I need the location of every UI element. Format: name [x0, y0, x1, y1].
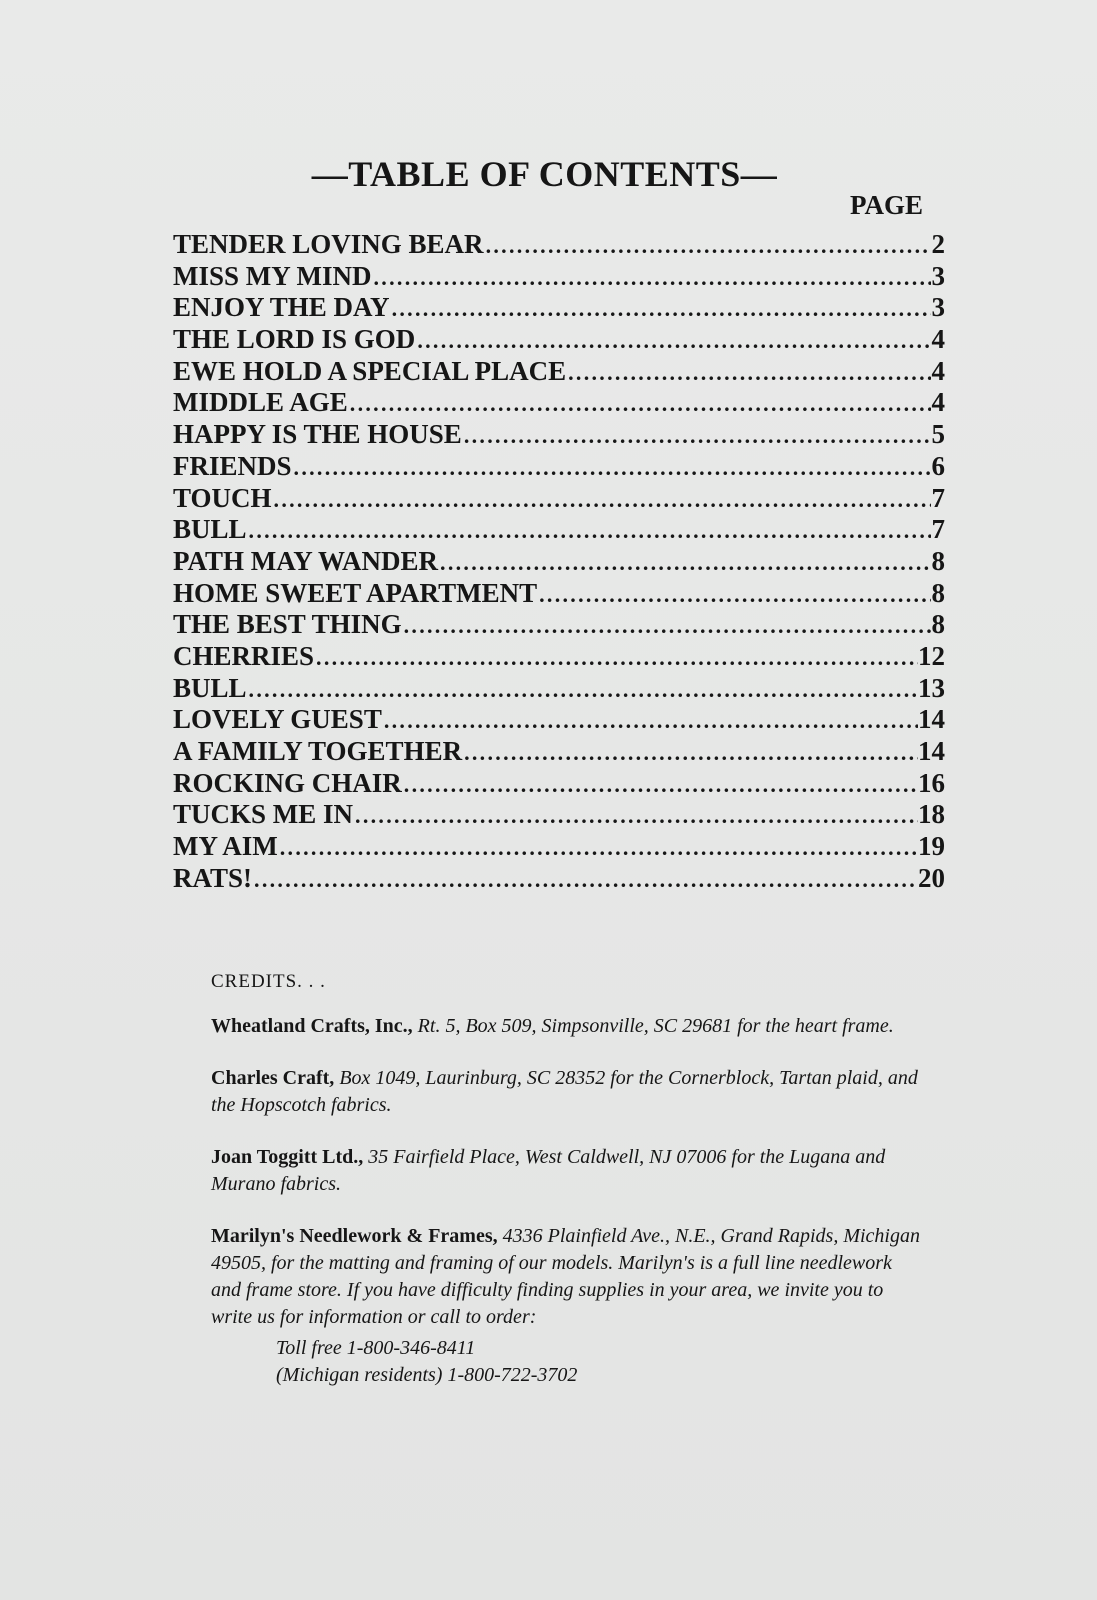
toc-list [173, 229, 945, 894]
toc-entry-title: RATS! [173, 862, 253, 893]
dot-leader [392, 293, 931, 325]
toc-entry-page: 8 [931, 545, 945, 576]
toc-entry [173, 261, 945, 293]
toc-entry [173, 863, 945, 895]
dot-leader [355, 800, 918, 832]
toc-entry [173, 229, 945, 261]
credit-name: Wheatland Crafts, Inc., [211, 1015, 413, 1037]
credit-name: Marilyn's Needlework & Frames, [211, 1225, 498, 1247]
toc-entry-page: 4 [931, 387, 945, 418]
phone-michigan: (Michigan residents) 1-800-722-3702 [276, 1364, 578, 1386]
toc-entry-title: BULL [173, 514, 247, 545]
toc-entry-title: TUCKS ME IN [173, 799, 354, 830]
toc-entry-page: 2 [931, 229, 945, 259]
toc-entry [173, 768, 945, 800]
toc-entry-page: 4 [931, 324, 945, 355]
toc-entry-page: 14 [918, 736, 945, 766]
toc-entry-title: CHERRIES [173, 640, 315, 671]
toc-entry-page: 8 [931, 577, 945, 608]
toc-entry-title: THE BEST THING [173, 609, 402, 640]
credit-detail: Rt. 5, Box 509, Simpsonville, SC 29681 for the heart frame. [417, 1015, 894, 1037]
dot-leader [350, 388, 931, 420]
toc-entry-title: MISS MY MIND [173, 260, 372, 291]
toc-entry [173, 451, 945, 483]
toc-entry-title: PATH MAY WANDER [173, 545, 439, 576]
dot-leader [249, 674, 918, 706]
credit-item [211, 1013, 921, 1040]
toc-entry [173, 419, 945, 451]
toc-entry-title: MY AIM [173, 831, 278, 862]
dot-leader [374, 262, 932, 294]
credit-item [211, 1144, 921, 1198]
dot-leader [486, 230, 931, 262]
dot-leader [404, 610, 931, 642]
toc-entry [173, 514, 945, 546]
toc-entry-page: 16 [918, 767, 945, 798]
toc-entry-page: 19 [918, 831, 945, 862]
dot-leader [417, 325, 931, 357]
toc-entry [173, 356, 945, 388]
toc-entry [173, 387, 945, 419]
credit-name: Charles Craft, [211, 1067, 335, 1089]
toc-entry-page: 14 [918, 704, 945, 735]
toc-entry-page: 18 [918, 799, 945, 830]
toc-entry-title: BULL [173, 672, 247, 703]
toc-entry-title: LOVELY GUEST [173, 704, 382, 735]
dot-leader [249, 515, 931, 547]
dot-leader [274, 484, 931, 516]
credit-name: Joan Toggitt Ltd., [211, 1146, 364, 1168]
toc-entry-title: HOME SWEET APARTMENT [173, 577, 538, 608]
dot-leader [440, 547, 931, 579]
toc-entry [173, 799, 945, 831]
credit-detail: 4336 Plainfield Ave., N.E., Grand Rapids, Michigan 49505, for the matting and framing of our models. Marilyn's is a full line needlework and frame store. If you have difficulty finding supplies in your area, we invite you to write us for information or call to order: [211, 1225, 920, 1328]
dot-leader [280, 832, 918, 864]
credit-item [211, 1065, 921, 1119]
dot-leader [539, 579, 931, 611]
credit-detail: Box 1049, Laurinburg, SC 28352 for the Cornerblock, Tartan plaid, and the Hopscotch fabrics. [211, 1067, 918, 1116]
toc-entry [173, 324, 945, 356]
toc-entry-title: MIDDLE AGE [173, 387, 348, 418]
credits-section [211, 968, 921, 1389]
dot-leader [568, 357, 931, 389]
toc-entry-page: 13 [918, 672, 945, 703]
phone-toll-free: Toll free 1-800-346-8411 [276, 1337, 476, 1359]
toc-entry-title: HAPPY IS THE HOUSE [173, 419, 462, 450]
credits-heading: CREDITS. . . [211, 971, 326, 992]
toc-entry-page: 6 [931, 450, 945, 481]
toc-entry [173, 673, 945, 705]
toc-entry-title: TENDER LOVING BEAR [173, 229, 484, 259]
toc-entry-page: 7 [931, 514, 945, 545]
dot-leader [384, 705, 918, 737]
toc-entry [173, 483, 945, 515]
toc-entry [173, 704, 945, 736]
toc-entry-page: 3 [931, 260, 945, 291]
toc-entry-title: FRIENDS [173, 450, 292, 481]
toc-entry-page: 5 [931, 419, 945, 450]
toc-entry-page: 7 [931, 482, 945, 513]
dot-leader [294, 452, 931, 484]
dot-leader [254, 864, 918, 896]
toc-entry-title: THE LORD IS GOD [173, 324, 416, 355]
toc-entry-title: ENJOY THE DAY [173, 292, 390, 323]
toc-entry-page: 3 [931, 292, 945, 323]
toc-entry-title: TOUCH [173, 482, 272, 513]
toc-entry-page: 8 [931, 609, 945, 640]
toc-entry [173, 831, 945, 863]
toc-entry-title: A FAMILY TOGETHER [173, 736, 463, 766]
dot-leader [464, 737, 918, 769]
toc-entry [173, 609, 945, 641]
toc-entry [173, 546, 945, 578]
toc-entry-page: 4 [931, 355, 945, 386]
toc-entry-page: 20 [918, 862, 945, 893]
toc-entry [173, 641, 945, 673]
page-column-header: PAGE [850, 190, 923, 220]
dot-leader [404, 769, 918, 801]
toc-entry [173, 736, 945, 768]
dot-leader [316, 642, 918, 674]
credit-item [211, 1223, 921, 1331]
credit-detail: 35 Fairfield Place, West Caldwell, NJ 07006 for the Lugana and Murano fabrics. [211, 1146, 886, 1195]
toc-entry-title: ROCKING CHAIR [173, 767, 402, 798]
toc-entry-page: 12 [918, 640, 945, 671]
toc-entry [173, 578, 945, 610]
toc-title: —TABLE OF CONTENTS— [311, 154, 778, 194]
toc-entry-title: EWE HOLD A SPECIAL PLACE [173, 355, 567, 386]
dot-leader [464, 420, 931, 452]
toc-entry [173, 292, 945, 324]
